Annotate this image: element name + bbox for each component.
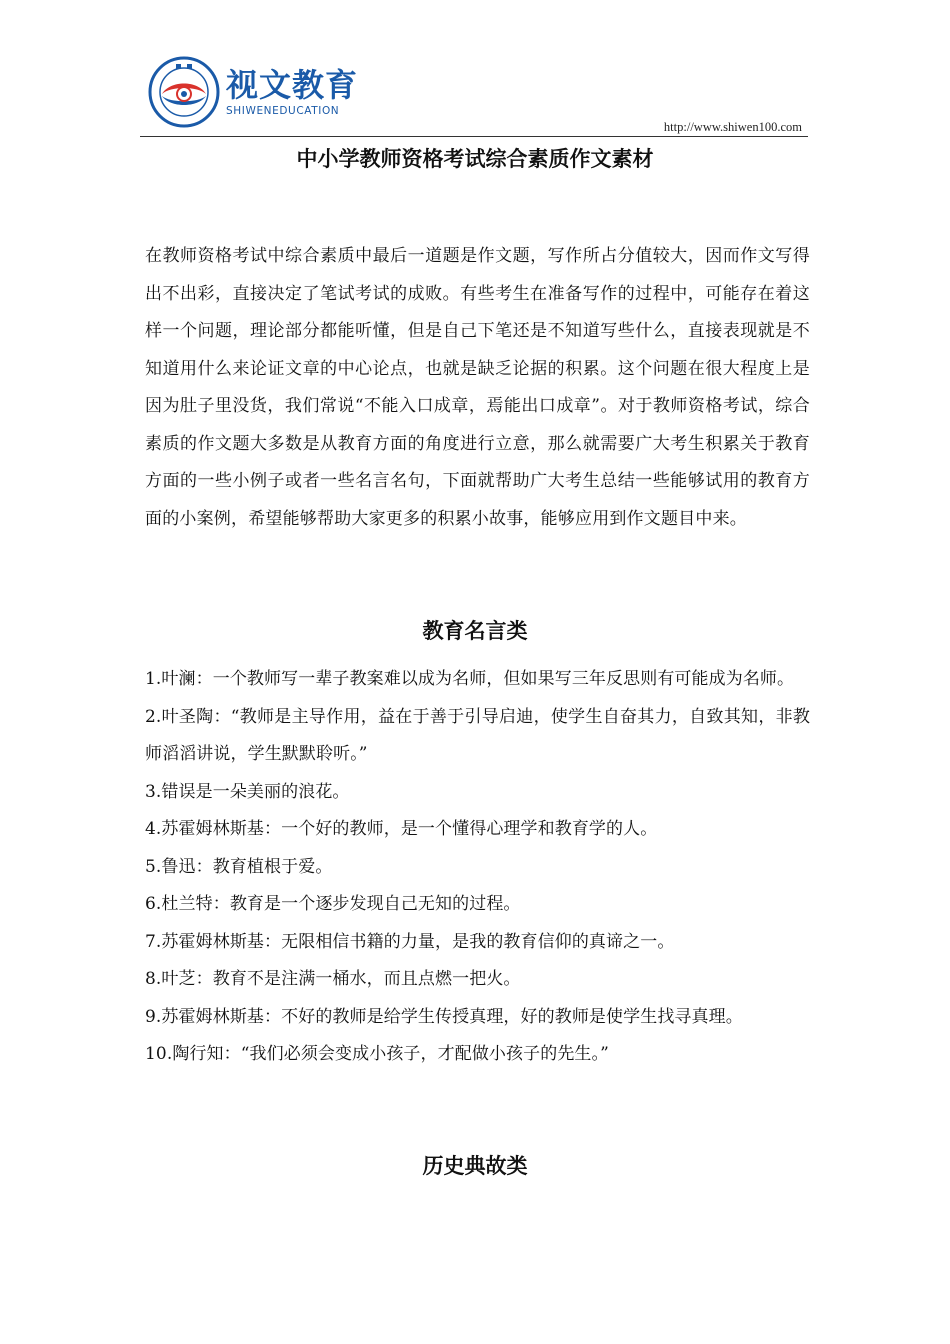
header-divider (140, 136, 808, 137)
document-title: 中小学教师资格考试综合素质作文素材 (296, 147, 654, 171)
list-item: 10.陶行知：“我们必须会变成小孩子，才配做小孩子的先生。” (145, 1044, 609, 1064)
list-item: 7.苏霍姆林斯基：无限相信书籍的力量，是我的教育信仰的真谛之一。 (145, 931, 675, 952)
quote-list (145, 661, 810, 1074)
brand-text (226, 66, 358, 118)
list-item: 9.苏霍姆林斯基：不好的教师是给学生传授真理，好的教师是使学生找寻真理。 (145, 1006, 743, 1027)
shiwen-education-seal-logo-icon (148, 56, 220, 128)
list-item: 3.错误是一朵美丽的浪花。 (145, 781, 350, 802)
list-item: 2.叶圣陶：“教师是主导作用，益在于善于引导启迪，使学生自奋其力，自致其知，非教师滔滔讲说，学生默默聆听。” (145, 706, 810, 764)
section-heading-quotes: 教育名言类 (422, 619, 528, 643)
brand-name-en: SHIWENEDUCATION (226, 105, 340, 117)
list-item: 8.叶芝：教育不是注满一桶水，而且点燃一把火。 (145, 969, 521, 989)
list-item: 4.苏霍姆林斯基：一个好的教师，是一个懂得心理学和教育学的人。 (145, 819, 658, 839)
list-item: 6.杜兰特：教育是一个逐步发现自己无知的过程。 (145, 894, 521, 914)
brand-logo (148, 54, 358, 130)
site-url[interactable]: http://www.shiwen100.com (663, 120, 802, 134)
page-header (140, 50, 808, 140)
list-item: 5.鲁迅：教育植根于爱。 (145, 856, 333, 877)
section-heading-history: 历史典故类 (422, 1154, 528, 1178)
intro-paragraph: 在教师资格考试中综合素质中最后一道题是作文题，写作所占分值较大，因而作文写得出不出彩，直接决定了笔试考试的成败。有些考生在准备写作的过程中，可能存在着这样一个问题，理论部分都能听懂，但是自己下笔还是不知道写些什么，直接表现就是不知道用什么来论证文章的中心论点，也就是缺乏论据的积累。这个问题在很大程度上是因为肚子里没货，我们常说“不能入口成章，焉能出口成章”。对于教师资格考试，综合素质的作文题大多数是从教育方面的角度进行立意，那么就需要广大考生积累关于教育方面的一些小例子或者一些名言名句，下面就帮助广大考生总结一些能够试用的教育方面的小案例，希望能够帮助大家更多的积累小故事，能够应用到作文题目中来。 (145, 246, 810, 529)
list-item: 1.叶澜：一个教师写一辈子教案难以成为名师，但如果写三年反思则有可能成为名师。 (145, 669, 795, 689)
brand-name-cn: 视文教育 (226, 66, 359, 104)
